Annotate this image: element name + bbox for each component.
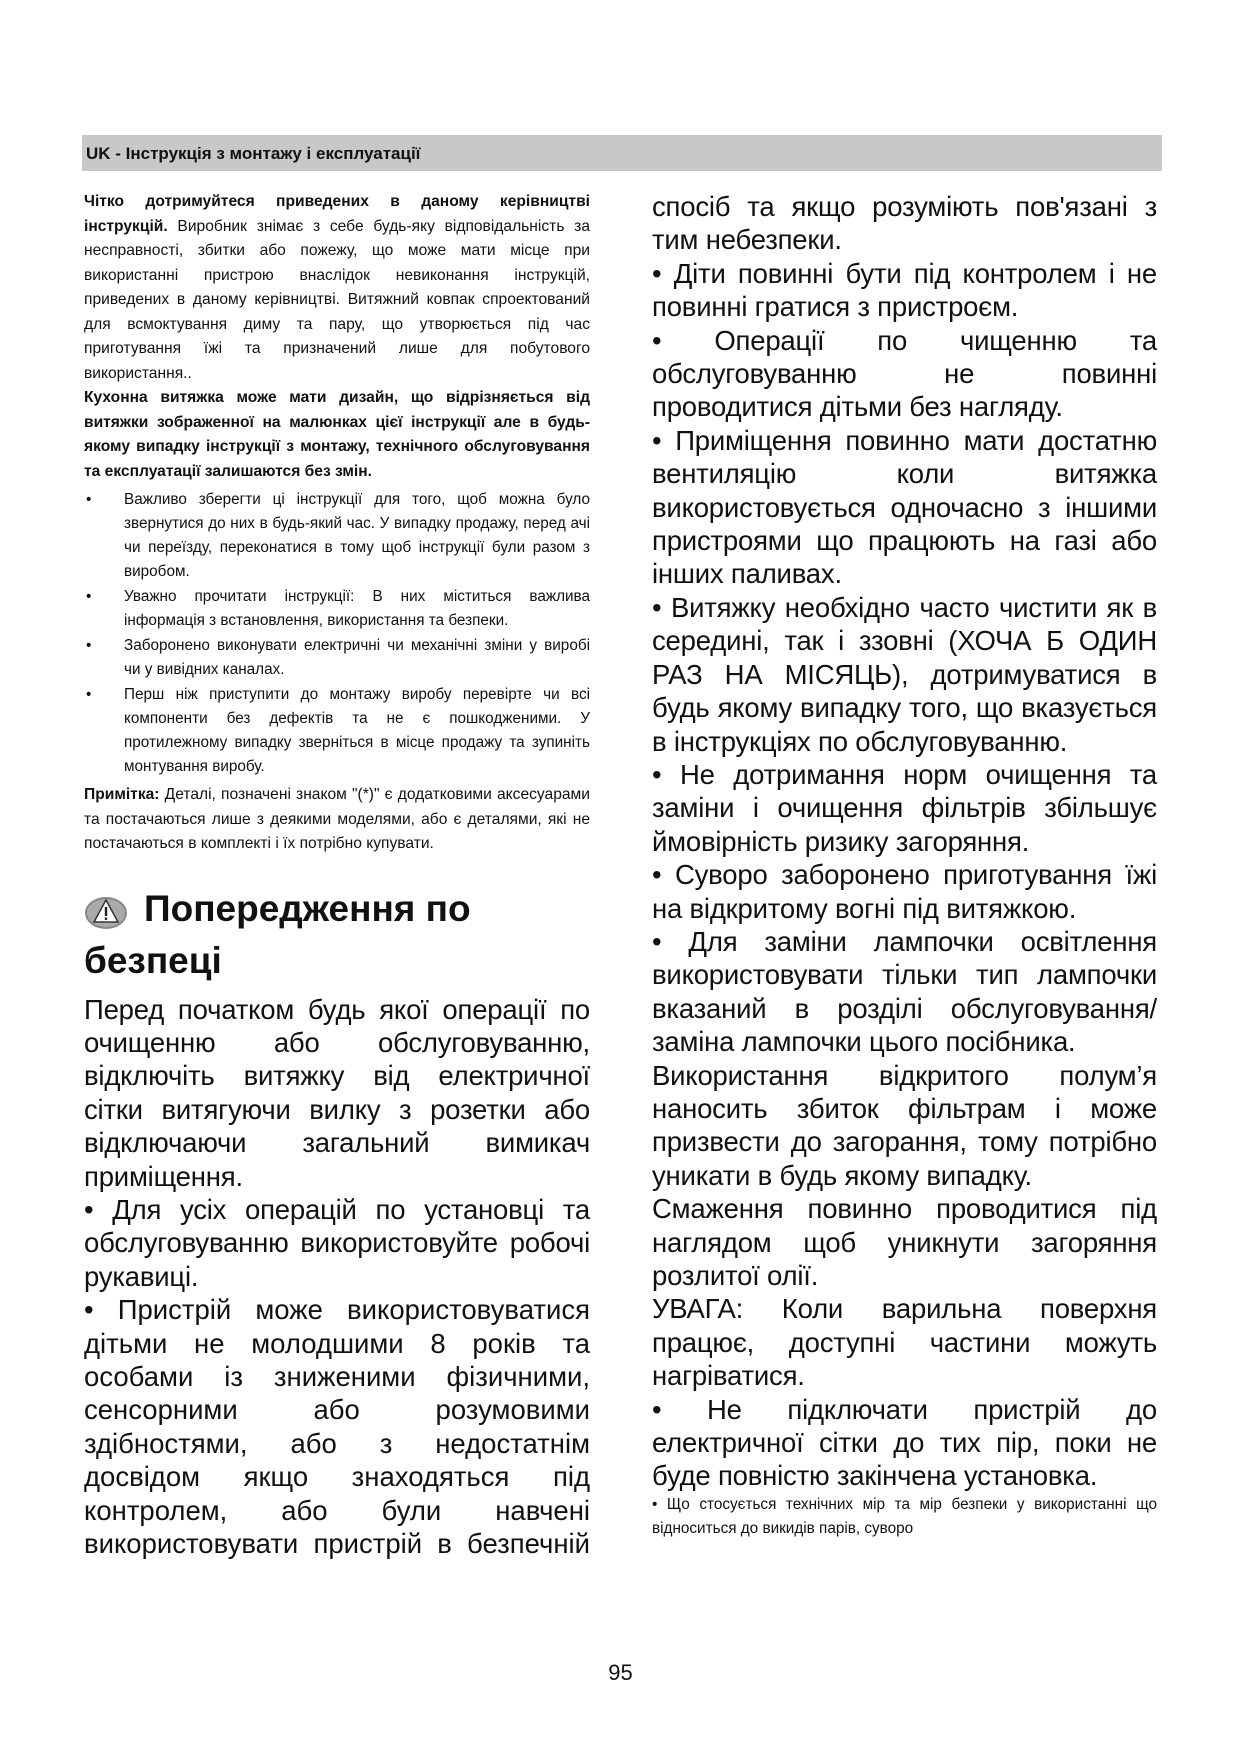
- page-number: 95: [608, 1660, 633, 1685]
- safety-small-paragraph: • Що стосується технічних мір та мір безпеки у використанні що відноситься до викидів парів, суворо: [652, 1495, 1157, 1537]
- safety-heading: [84, 883, 590, 935]
- safety-paragraph: • Пристрій може використовуватися дітьми не молодшими 8 років та особами із зниженими фізичними, сенсорними або розумовими здібностями, або з недостатнім досвідом якщо знаходяться під контролем, або були навчені використовувати пристрій в безпечній: [84, 1294, 590, 1559]
- list-item: • Уважно прочитати інструкції: В них міститься важлива інформація з встановлення, використання та безпеки.: [84, 585, 590, 633]
- left-column: [84, 190, 590, 1560]
- design-note: [84, 386, 590, 484]
- safety-paragraph: спосіб та якщо розуміють пов'язані з тим небезпеки.: [652, 191, 1157, 256]
- intro-paragraph: [84, 190, 590, 386]
- safety-paragraph: • Для заміни лампочки освітлення використовувати тільки тип лампочки вказаний в розділі обслуговування/заміна лампочки цього посібника.: [652, 925, 1157, 1058]
- safety-paragraph: • Суворо заборонено приготування їжі на відкритому вогні під витяжкою.: [652, 859, 1157, 924]
- safety-paragraph: УВАГА: Коли варильна поверхня працює, доступні частини можуть нагріватися.: [652, 1293, 1157, 1392]
- safety-paragraph: • Операції по чищенню та обслуговуванню не повинні проводитися дітьми без нагляду.: [652, 324, 1157, 423]
- list-item: • Важливо зберегти ці інструкції для того, щоб можна було звернутися до них в будь-який час. У випадку продажу, перед ачі чи переїзду, переконатися в тому щоб інструкції були разом з виробом.: [84, 488, 590, 584]
- instruction-list: [84, 488, 590, 779]
- safety-paragraph: • Діти повинні бути під контролем і не повинні гратися з пристроєм.: [652, 257, 1157, 323]
- safety-title-line2: безпеці: [84, 939, 222, 981]
- safety-title-line1: Попередження по: [144, 887, 471, 929]
- safety-paragraph: • Не дотримання норм очищення та заміни і очищення фільтрів збільшує ймовірність ризику загоряння.: [652, 758, 1157, 857]
- intro-bold: Чітко дотримуйтеся приведених в даному керівництві інструкцій.: [84, 193, 590, 235]
- safety-paragraph: • Приміщення повинно мати достатню вентиляцію коли витяжка використовується одночасно з іншими пристроями що працюють на газі або інших паливах.: [652, 424, 1157, 590]
- safety-paragraph: • Витяжку необхідно часто чистити як в середині, так і ззовні (ХОЧА Б ОДИН РАЗ НА МІСЯЦЬ), дотримуватися в будь якому випадку того, що вказується в інструкціях по обслуговуванню.: [652, 591, 1157, 757]
- note-label: Примітка:: [84, 786, 160, 803]
- section-header-title: UK - Інструкція з монтажу і експлуатації: [86, 144, 421, 163]
- safety-paragraph: Перед початком будь якої операції по очищенню або обслуговуванню, відключіть витяжку від електричної сітки витягуючи вилку з розетки або відключаючи загальний вимикач приміщення.: [84, 993, 590, 1192]
- safety-paragraph: Використання відкритого полум’я наносить збиток фільтрам і може призвести до загорання, тому потрібно уникати в будь якому випадку.: [652, 1059, 1157, 1191]
- list-item: • Перш ніж приступити до монтажу виробу перевірте чи всі компоненти без дефектів та не є пошкодженими. У протилежному випадку зверніться в місце продажу та зупиніть монтування виробу.: [84, 683, 590, 779]
- warning-icon: [84, 891, 128, 931]
- list-item: • Заборонено виконувати електричні чи механічні зміни у виробі чи у вивідних каналах.: [84, 634, 590, 682]
- right-column: [652, 190, 1157, 1541]
- section-header: [82, 135, 1162, 171]
- design-note-bold: Кухонна витяжка може мати дизайн, що відрізняється від витяжки зображенної на малюнках цієї інструкції але в будь-якому випадку інструкції з монтажу, технічного обслуговування та експлуатації залишаются без змін.: [84, 389, 590, 480]
- note-paragraph: [84, 783, 590, 857]
- intro-text: Виробник знімає з себе будь-яку відповідальність за несправності, збитки або пожежу, що може мати місце при використанні пристрою внаслідок невиконання інструкцій, приведених в даному керівництві. Витяжний ковпак спроектований для всмоктування диму та пару, що утворюється під час приготування їжі та призначений лише для побутового використання..: [84, 217, 590, 382]
- safety-paragraph: Смаження повинно проводитися під наглядом щоб уникнути загоряння розлитої олії.: [652, 1193, 1157, 1291]
- safety-paragraph: • Не підключати пристрій до електричної сітки до тих пір, поки не буде повністю закінчена установка.: [652, 1393, 1157, 1492]
- safety-paragraph: • Для усіх операцій по установці та обслуговуванню використовуйте робочі рукавиці.: [84, 1193, 590, 1292]
- note-text: Деталі, позначені знаком "(*)" є додатковими аксесуарами та постачаються лише з деякими моделями, або є деталями, які не постачаються в комплекті і їх потрібно купувати.: [84, 786, 590, 852]
